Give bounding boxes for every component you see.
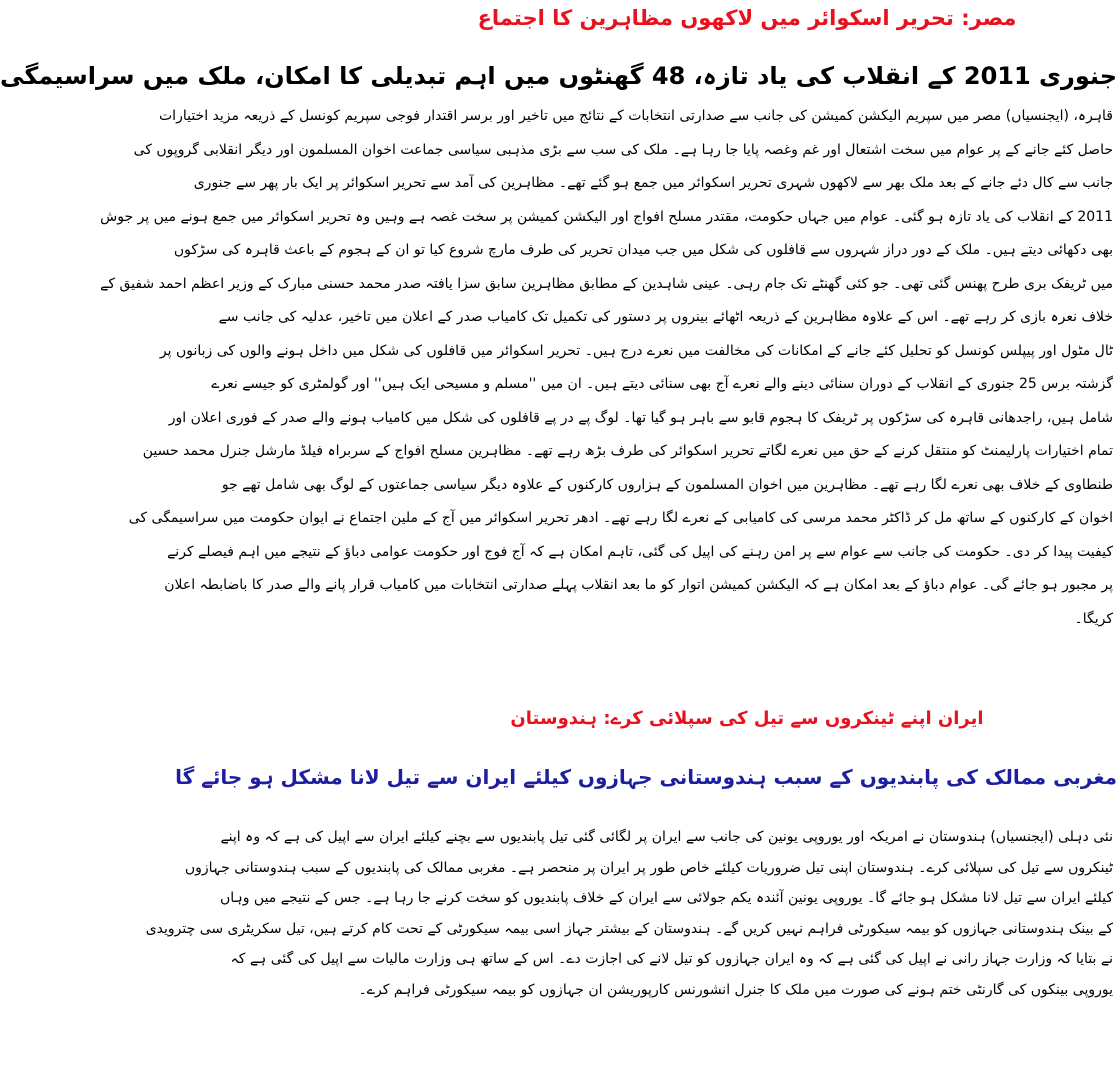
story1-line: ٹال مٹول اور پیپلس کونسل کو تحلیل کئے جانے کے امکانات کی مخالفت میں نعرے درج ہیں۔ تحریر اسکوائر میں قافلوں کی شکل میں داخل ہونے والوں کی زبانوں پر [159,342,1113,359]
story1-line: میں ٹریفک بری طرح پھنس گئی تھی۔ جو کئی گھنٹے تک جام رہی۔ عینی شاہدین کے مطابق مظاہرین سابق سزا یافتہ صدر محمد حسنی مبارک کے وزیر اعظم احمد شفیق کے [100,275,1113,292]
story1-line: کیفیت پیدا کر دی۔ حکومت کی جانب سے عوام سے پر امن رہنے کی اپیل کی گئی، تاہم امکان ہے کہ آج فوج اور حکومت عوامی دباؤ کے نتیجے میں اہم فیصلے کرنے [167,543,1113,560]
story2-line: یوروپی بینکوں کی گارنٹی ختم ہونے کی صورت میں ملک کا جنرل انشورنس کارپوریشن ان جہازوں کو بیمہ سیکورٹی فراہم کرے۔ [358,981,1113,998]
story1-headline: جنوری 2011 کے انقلاب کی یاد تازہ، 48 گھنٹوں میں اہم تبدیلی کا امکان، ملک میں سراسیمگی [0,62,1117,90]
story2-line: کے بینک ہندوستانی جہازوں کو بیمہ سیکورٹی فراہم نہیں کریں گے۔ ہندوستان کے بیشتر جہاز اسی بیمہ سیکورٹی کے تحت کام کرتے ہیں، تیل سکریٹری سی چترویدی [145,920,1113,937]
story1-line: کریگا۔ [1074,610,1113,627]
story1-line: خلاف نعرہ بازی کر رہے تھے۔ اس کے علاوہ مظاہرین کے ذریعہ اٹھائے بینروں پر دستور کی تکمیل تک کامیاب صدر کے اعلان میں تاخیر، عدلیہ کی جانب سے [218,309,1113,325]
story1-line: بھی دکھائی دیتے ہیں۔ ملک کے دور دراز شہروں سے قافلوں کی شکل میں جب میدان تحریر کی طرف مارچ شروع کیا تو ان کے ہجوم کے باعث قاہرہ کی سڑکوں [173,242,1113,258]
story2-kicker: ایران اپنے ٹینکروں سے تیل کی سپلائی کرے: ہندوستان [510,708,984,729]
story2-line: نئی دہلی (ایجنسیاں) ہندوستان نے امریکہ اور یوروپی یونین کی جانب سے ایران پر لگائی گئی تیل پابندیوں سے بچنے کیلئے ایران سے اپیل کی ہے کہ وہ اپنے [220,829,1113,845]
story2-line: کیلئے ایران سے تیل لانا مشکل ہو جائے گا۔ یوروپی یونین آئندہ یکم جولائی سے ایران کے خلاف پابندیوں کو سخت کرنے جا رہا ہے۔ جس کے نتیجے میں وہاں [219,890,1113,907]
story1-line: پر مجبور ہو جائے گی۔ عوام دباؤ کے بعد امکان ہے کہ الیکشن کمیشن اتوار کو ما بعد انقلاب پہلے صدارتی انتخابات میں کامیاب قرار پانے والے صدر کا باضابطہ اعلان [164,577,1113,593]
story1-line: گزشتہ برس 25 جنوری کے انقلاب کے دوران سنائی دینے والے نعرے آج بھی سنائی دیتے ہیں۔ ان میں ''مسلم و مسیحی ایک ہیں'' اور گولمٹری کو جیسے نعرے [211,376,1113,392]
story1-body [100,100,1113,636]
story1-line: اخوان کے کارکنوں کے ساتھ مل کر ڈاکٹر محمد مرسی کی کامیابی کے نعرے لگا رہے تھے۔ ادھر تحریر اسکوائر میں آج کے ملین اجتماع نے ایوان حکومت میں سراسیمگی کی [128,510,1113,526]
story1-line: شامل ہیں، راجدھانی قاہرہ کی سڑکوں پر ٹریفک کا ہجوم قابو سے باہر ہو گیا تھا۔ لوگ پے در پے قافلوں کی شکل میں کامیاب ہونے والے صدر کے فوری اعلان اور [168,409,1113,426]
story1-line: 2011 کے انقلاب کی یاد تازہ ہو گئی۔ عوام میں جہاں حکومت، مقتدر مسلح افواج اور الیکشن کمیشن پر سخت غصہ ہے وہیں وہ تحریر اسکوائر میں جمع ہونے میں پر جوش [100,208,1113,225]
story1-line: حاصل کئے جانے کے پر عوام میں سخت اشتعال اور غم وغصہ پایا جا رہا ہے۔ ملک کی سب سے بڑی مذہبی سیاسی جماعت اخوان المسلمون اور دیگر انقلابی گروپوں کی [133,141,1113,158]
story1-line: تمام اختیارات پارلیمنٹ کو منتقل کرنے کے حق میں نعرے لگاتے تحریر اسکوائر کی طرف بڑھ رہے تھے۔ مظاہرین مسلح افواج کے سربراہ فیلڈ مارشل جنرل محمد حسین [142,443,1113,459]
story2-body [145,822,1113,1006]
story2-line: نے بتایا کہ وزارت جہاز رانی نے اپیل کی گئی ہے کہ وہ ایران جہازوں کو تیل لانے کی اجازت دے۔ اس کے ساتھ ہی وزارت مالیات سے اپیل کی گئی ہے کہ [230,951,1113,968]
story2-headline: مغربی ممالک کی پابندیوں کے سبب ہندوستانی جہازوں کیلئے ایران سے تیل لانا مشکل ہو جائے گا [175,765,1117,789]
story1-line: قاہرہ، (ایجنسیاں) مصر میں سپریم الیکشن کمیشن کی جانب سے صدارتی انتخابات کے نتائج میں تاخیر اور برسر اقتدار فوجی سپریم کونسل کے ذریعہ مزید اختیارات [159,108,1113,124]
story1-kicker: مصر: تحریر اسکوائر میں لاکھوں مظاہرین کا اجتماع [477,6,1017,30]
story1-line: طنطاوی کے خلاف بھی نعرے لگا رہے تھے۔ مظاہرین میں اخوان المسلمون کے ہزاروں کارکنوں کے علاوہ دیگر سیاسی جماعتوں کے لوگ بھی شامل تھے جو [221,476,1113,493]
story2-line: ٹینکروں سے تیل کی سپلائی کرے۔ ہندوستان اپنی تیل ضروریات کیلئے خاص طور پر ایران پر منحصر ہے۔ مغربی ممالک کی پابندیوں کے سبب ہندوستانی جہازوں [184,859,1113,876]
story1-line: جانب سے کال دئے جانے کے بعد ملک بھر سے لاکھوں شہری تحریر اسکوائر میں جمع ہو گئے تھے۔ مظاہرین کی آمد سے تحریر اسکوائر پر ایک بار پھر سے جنوری [193,175,1113,191]
